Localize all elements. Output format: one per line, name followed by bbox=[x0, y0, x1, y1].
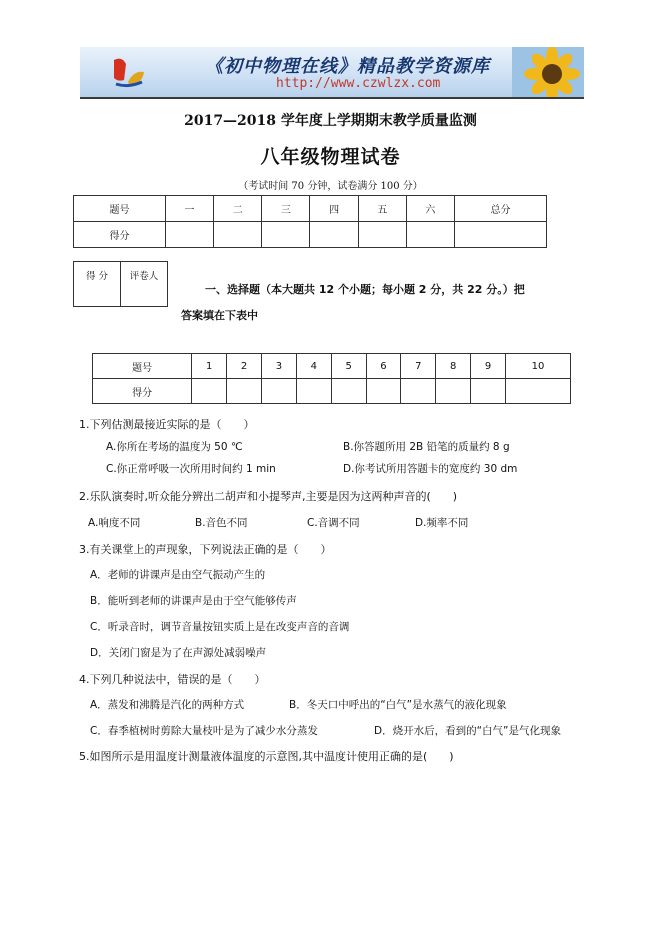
answer-cell[interactable] bbox=[471, 379, 506, 404]
question-2-option-a[interactable]: A.响度不同 bbox=[88, 517, 141, 529]
score-row-label: 得分 bbox=[74, 222, 166, 248]
score-header-cell: 五 bbox=[358, 196, 406, 222]
banner-divider bbox=[80, 97, 584, 99]
banner-url[interactable]: http://www.czwlzx.com bbox=[276, 76, 441, 91]
score-cell[interactable] bbox=[406, 222, 454, 248]
answer-table bbox=[92, 353, 571, 404]
score-cell[interactable] bbox=[310, 222, 358, 248]
answer-header-cell: 7 bbox=[401, 354, 436, 379]
question-3-option-b[interactable]: B．能听到老师的讲课声是由于空气能够传声 bbox=[90, 595, 297, 607]
question-3-option-a[interactable]: A．老师的讲课声是由空气振动产生的 bbox=[90, 569, 266, 581]
question-1-stem: 1.下列估测最接近实际的是（ ） bbox=[79, 418, 255, 431]
answer-header-cell: 6 bbox=[366, 354, 401, 379]
answer-header-cell: 10 bbox=[506, 354, 571, 379]
answer-header-cell: 1 bbox=[192, 354, 227, 379]
answer-header-cell: 5 bbox=[331, 354, 366, 379]
answer-cell[interactable] bbox=[331, 379, 366, 404]
score-header-cell: 六 bbox=[406, 196, 454, 222]
section-title: 一、选择题（本大题共 12 个小题；每小题 2 分，共 22 分。）把 bbox=[205, 283, 525, 296]
score-table bbox=[73, 195, 547, 248]
score-cell[interactable] bbox=[165, 222, 213, 248]
grader-box bbox=[73, 261, 168, 307]
question-4-option-a[interactable]: A．蒸发和沸腾是汽化的两种方式 bbox=[90, 699, 245, 711]
exam-info: （考试时间 70 分钟，试卷满分 100 分） bbox=[238, 181, 423, 192]
answer-table-header-row bbox=[93, 354, 571, 379]
answer-header-cell: 4 bbox=[296, 354, 331, 379]
question-1-option-a[interactable]: A.你所在考场的温度为 50 ℃ bbox=[106, 441, 243, 453]
answer-cell[interactable] bbox=[401, 379, 436, 404]
answer-cell[interactable] bbox=[296, 379, 331, 404]
exam-title: 2017—2018 学年度上学期期末教学质量监测 bbox=[184, 113, 477, 129]
score-header-cell: 题号 bbox=[74, 196, 166, 222]
question-5-stem: 5.如图所示是用温度计测量液体温度的示意图,其中温度计使用正确的是( ) bbox=[79, 750, 454, 763]
answer-header-cell: 2 bbox=[227, 354, 262, 379]
score-cell[interactable] bbox=[214, 222, 262, 248]
answer-row-label: 得分 bbox=[93, 379, 192, 404]
sunflower-image bbox=[512, 47, 584, 97]
question-4-stem: 4.下列几种说法中，错误的是（ ） bbox=[79, 673, 266, 686]
answer-cell[interactable] bbox=[227, 379, 262, 404]
question-3-stem: 3.有关课堂上的声现象，下列说法正确的是（ ） bbox=[79, 543, 332, 556]
score-header-cell: 一 bbox=[165, 196, 213, 222]
answer-table-score-row bbox=[93, 379, 571, 404]
answer-header-cell: 题号 bbox=[93, 354, 192, 379]
answer-cell[interactable] bbox=[192, 379, 227, 404]
score-cell[interactable] bbox=[358, 222, 406, 248]
question-4-option-c[interactable]: C．春季植树时剪除大量枝叶是为了减少水分蒸发 bbox=[90, 725, 318, 737]
section-title-continued: 答案填在下表中 bbox=[181, 309, 258, 322]
answer-header-cell: 9 bbox=[471, 354, 506, 379]
answer-cell[interactable] bbox=[436, 379, 471, 404]
question-2-stem: 2.乐队演奏时,听众能分辨出二胡声和小提琴声,主要是因为这两种声音的( ) bbox=[79, 490, 458, 503]
score-table-score-row bbox=[74, 222, 547, 248]
question-2-option-b[interactable]: B.音色不同 bbox=[195, 517, 248, 529]
logo-icon bbox=[108, 52, 148, 92]
score-cell[interactable] bbox=[262, 222, 310, 248]
question-4-option-b[interactable]: B．冬天口中呼出的“白气”是水蒸气的液化现象 bbox=[289, 699, 507, 711]
score-table-header-row bbox=[74, 196, 547, 222]
question-1-option-d[interactable]: D.你考试所用答题卡的宽度约 30 dm bbox=[343, 463, 518, 475]
score-cell[interactable] bbox=[455, 222, 547, 248]
answer-header-cell: 3 bbox=[261, 354, 296, 379]
question-4-option-d[interactable]: D．烧开水后，看到的“白气”是气化现象 bbox=[374, 725, 561, 737]
score-header-cell: 三 bbox=[262, 196, 310, 222]
grader-name-label: 评卷人 bbox=[121, 262, 168, 307]
grader-score-label: 得 分 bbox=[74, 262, 121, 307]
score-header-cell: 二 bbox=[214, 196, 262, 222]
question-2-option-c[interactable]: C.音调不同 bbox=[307, 517, 360, 529]
banner-title: 《初中物理在线》精品教学资源库 bbox=[205, 56, 490, 77]
grade-title: 八年级物理试卷 bbox=[260, 146, 401, 168]
answer-cell[interactable] bbox=[366, 379, 401, 404]
score-header-cell: 四 bbox=[310, 196, 358, 222]
question-1-option-c[interactable]: C.你正常呼吸一次所用时间约 1 min bbox=[106, 463, 276, 475]
score-header-cell: 总分 bbox=[455, 196, 547, 222]
question-3-option-c[interactable]: C．听录音时，调节音量按钮实质上是在改变声音的音调 bbox=[90, 621, 350, 633]
answer-cell[interactable] bbox=[261, 379, 296, 404]
answer-header-cell: 8 bbox=[436, 354, 471, 379]
question-2-option-d[interactable]: D.频率不同 bbox=[415, 517, 469, 529]
answer-cell[interactable] bbox=[506, 379, 571, 404]
question-3-option-d[interactable]: D．关闭门窗是为了在声源处减弱噪声 bbox=[90, 647, 267, 659]
question-1-option-b[interactable]: B.你答题所用 2B 铅笔的质量约 8 g bbox=[343, 441, 510, 453]
